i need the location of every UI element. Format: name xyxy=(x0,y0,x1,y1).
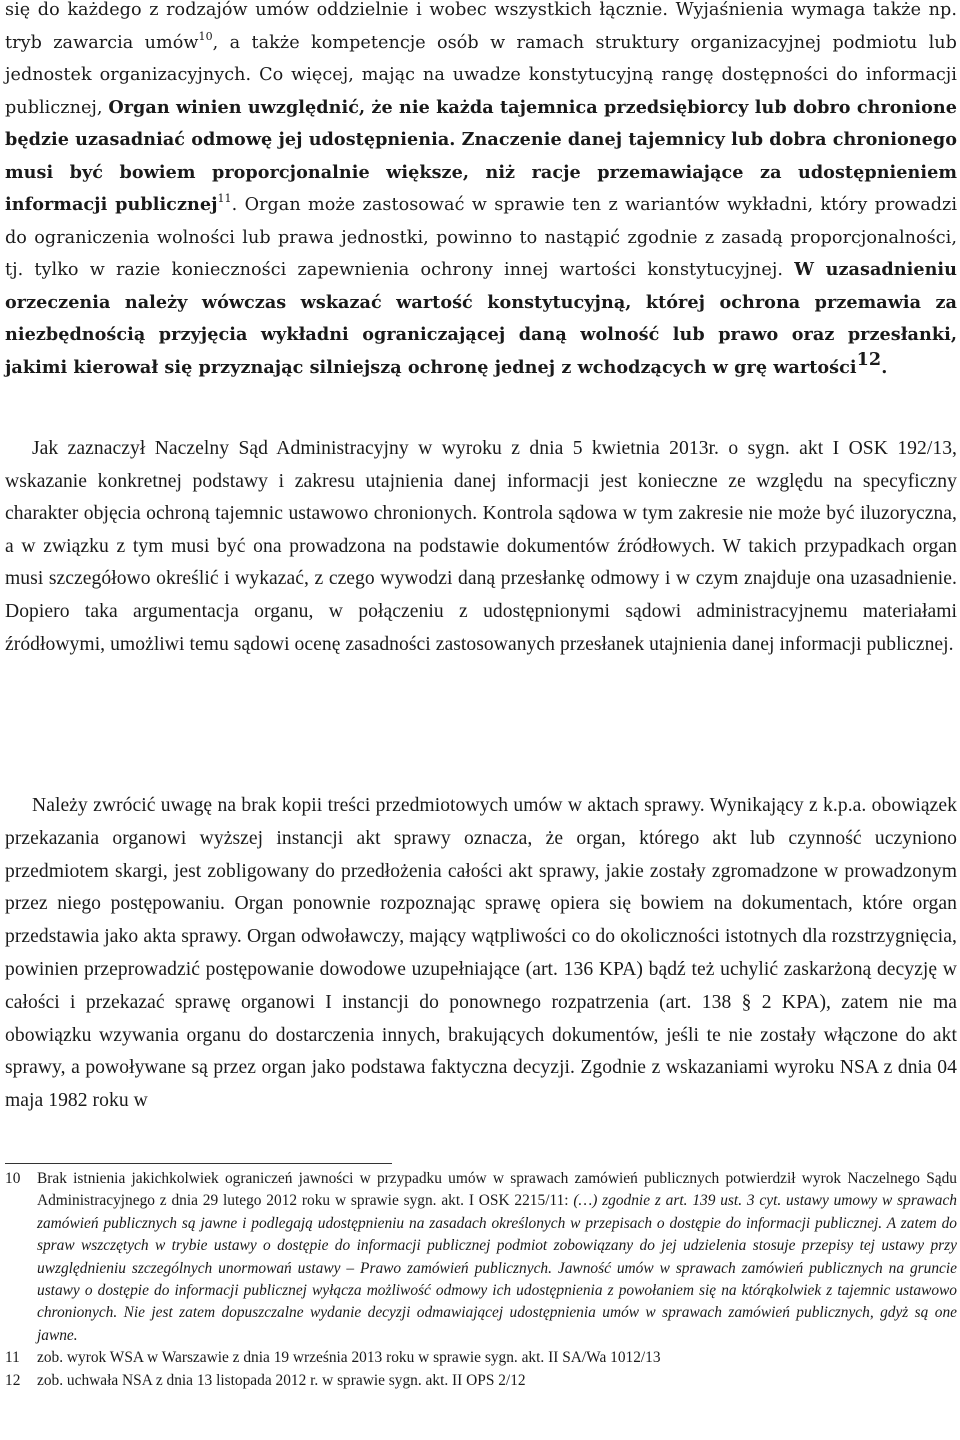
paragraph-1-bold-1: Organ winien uwzględnić, że nie każda tajemnica przedsiębiorcy lub dobro chronione będzie uzasadniać odmowę jej udostępnienia. Znaczenie danej tajemnicy lub dobra chronionego musi być bowiem proporcjonalnie większe, niż racje przemawiające za udostępnieniem informacji publicznej xyxy=(5,96,958,215)
paragraph-1 xyxy=(5,0,957,384)
footnote-text-plain: Brak istnienia jakichkolwiek ograniczeń jawności w przypadku umów w sprawach zamówień publicznych potwierdził wyrok Naczelnego Sądu Administracyjnego z dnia 29 lutego 2012 roku w sprawie sygn. akt. I OSK 2215/11: xyxy=(37,1170,957,1210)
footnote-10 xyxy=(5,1168,957,1347)
footnote-text-quote: (…) zgodnie z art. 139 ust. 3 cyt. ustawy umowy w sprawach zamówień publicznych są jawne i podlegają udostępnieniu na zasadach określonych w przepisach o dostępie do informacji publicznej. A zatem do spraw wszczętych w trybie ustawy o dostępie do informacji publicznej podmiot zobowiązany do jej udzielenia stosuje przepisy tej ustawy przy uwzględnieniu szczególnych unormowań ustawy – Prawo zamówień publicznych. Jawność umów w sprawach zamówień publicznych na gruncie ustawy o dostępie do informacji publicznej wyłącza możliwość odmowy ich udostępnienia z powołaniem się na którąkolwiek z tajemnic ustawowo chronionych. Nie jest zatem dopuszczalne wydanie decyzji odmawiającej udostępnienia umów w sprawach zamówień publicznych, gdyż są one jawne. xyxy=(37,1192,957,1344)
footnote-text: zob. wyrok WSA w Warszawie z dnia 19 września 2013 roku w sprawie sygn. akt. II SA/Wa 1012/13 xyxy=(37,1349,661,1367)
footnote-number: 10 xyxy=(5,1170,21,1187)
paragraph-1-text-b: , a także kompetencje osób w ramach struktury organizacyjnej podmiotu lub jednostek organizacyjnych. Co więcej, mając na uwadze konstytucyjną rangę dostępności do informacji publicznej, xyxy=(5,32,957,118)
footnote-separator xyxy=(5,1163,392,1164)
paragraph-2 xyxy=(5,433,957,661)
footnote-number: 12 xyxy=(5,1371,21,1389)
paragraph-1-bold-2: W uzasadnieniu orzeczenia należy wówczas wskazać wartość konstytucyjną, której ochrona przemawia za niezbędnością przyjęcia wykładni ograniczającej daną wolność lub prawo oraz przesłanki, jakimi kierował się przyznając silniejszą ochronę jednej z wchodzących w grę wartości xyxy=(5,259,957,378)
footnote-12 xyxy=(5,1370,957,1392)
paragraph-2-text: Jak zaznaczył Naczelny Sąd Administracyjny w wyroku z dnia 5 kwietnia 2013r. o sygn. akt I OSK 192/13, wskazanie konkretnej podstawy i zakresu utajnienia danej informacji jest konieczne ze względu na specyficzny charakter objęcia ochroną tajemnic ustawowo chronionych. Kontrola sądowa w tym zakresie nie może być iluzoryczna, a w związku z tym musi być ona prowadzona na podstawie dokumentów źródłowych. W takich przypadkach organ musi szczegółowo określić i wykazać, z czego wywodzi daną przesłankę odmowy i w czym znajduje ona uzasadnienie. Dopiero taka argumentacja organu, w połączeniu z udostępnionymi sądowi administracyjnemu materiałami źródłowymi, umożliwi temu sądowi ocenę zasadności zastosowanych przesłanek utajnienia danej informacji publicznej. xyxy=(5,438,957,655)
footnote-11 xyxy=(5,1347,957,1369)
footnote-ref-11[interactable]: 11 xyxy=(217,192,232,205)
paragraph-3-text: Należy zwrócić uwagę na brak kopii treści przedmiotowych umów w aktach sprawy. Wynikający z k.p.a. obowiązek przekazania organowi wyższej instancji akt sprawy oznacza, że organ, którego akt lub czynność uczyniono przedmiotem skargi, jest zobligowany do przedłożenia całości akt sprawy, jakie zostały zgromadzone w prowadzonym przez niego postępowaniu. Organ ponownie rozpoznając sprawę opiera się bowiem na dokumentach, które organ przedstawia jako akta sprawy. Organ odwoławczy, mający wątpliwości co do okoliczności istotnych dla rozstrzygnięcia, powinien przeprowadzić postępowanie dowodowe uzupełniające (art. 136 KPA) bądź też uchylić zaskarżoną decyzję w całości i przekazać sprawę organowi I instancji do ponownego rozpatrzenia (art. 138 § 2 KPA), zatem nie ma obowiązku wzywania organu do dostarczenia innych, brakujących dokumentów, jeśli te nie zostały włączone do akt sprawy, a powoływane są przez organ jako podstawa faktyczna decyzji. Zgodnie z wskazaniami wyroku NSA z dnia 04 maja 1982 roku w xyxy=(5,795,957,1112)
footnote-ref-10[interactable]: 10 xyxy=(198,29,213,43)
paragraph-3 xyxy=(5,790,957,1118)
footnote-text: zob. uchwała NSA z dnia 13 listopada 2012 r. w sprawie sygn. akt. II OPS 2/12 xyxy=(37,1371,526,1389)
paragraph-1-text-a: się do każdego z rodzajów umów oddzielnie i wobec wszystkich łącznie. Wyjaśnienia wymaga także np. tryb zawarcia umów xyxy=(5,0,957,53)
footnote-number: 11 xyxy=(5,1349,20,1367)
paragraph-1-text-c: . Organ może zastosować w sprawie ten z wariantów wykładni, który prowadzi do ograniczenia wolności lub prawa jednostki, powinno to nastąpić zgodnie z zasadą proporcjonalności, tj. tylko w razie konieczności zapewnienia ochrony innej wartości konstytucyjnej. xyxy=(5,195,957,280)
footnotes xyxy=(5,1168,957,1392)
paragraph-1-text-d: . xyxy=(881,356,888,378)
footnote-text xyxy=(37,1168,957,1347)
footnote-ref-12[interactable]: 12 xyxy=(856,348,882,370)
